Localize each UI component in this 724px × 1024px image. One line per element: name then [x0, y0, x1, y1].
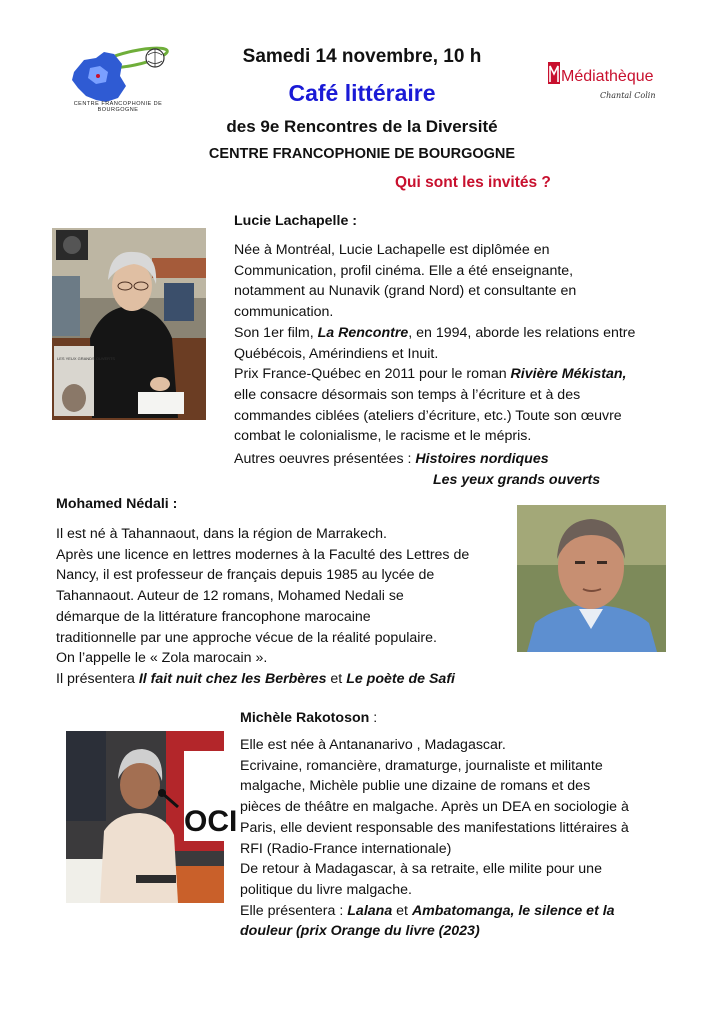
page-title: Café littéraire — [288, 80, 436, 106]
bio-line: commandes ciblées (ateliers d’écriture, etc.) Toute son œuvre — [234, 407, 622, 424]
bio-line: démarque de la littérature francophone marocaine — [56, 608, 371, 625]
bio-line: Elle est née à Antananarivo , Madagascar. — [240, 737, 506, 753]
bio-line: Québécois, Amérindiens et Inuit. — [234, 345, 439, 362]
bio-line: traditionnelle par une approche vécue de la réalité populaire. — [56, 629, 437, 646]
bio-line: On l’appelle le « Zola marocain ». — [56, 650, 268, 667]
mediatheque-logo-signature: Chantal Colin — [600, 91, 656, 100]
guest-name-nedali: Mohamed Nédali : — [56, 496, 178, 512]
bio-line: Elle présentera : Lalana et Ambatomanga, le silence et la — [240, 902, 615, 919]
subtitle-centre: CENTRE FRANCOPHONIE DE BOURGOGNE — [208, 146, 516, 162]
lachapelle-other-works: Autres oeuvres présentées : Histoires nordiques — [234, 451, 549, 467]
bio-line: Après une licence en lettres modernes à la Faculté des Lettres de — [56, 546, 470, 563]
work-title: Lalana — [347, 902, 393, 919]
film-title: La Rencontre — [317, 324, 409, 341]
bio-line: malgache, Michèle publie une dizaine de romans et des — [240, 778, 591, 795]
bio-line: pièces de théâtre en malgache. Après un DEA en sociologie à — [240, 799, 629, 816]
bio-line: politique du livre malgache. — [240, 881, 412, 898]
bio-line: Tahannaout. Auteur de 12 romans, Mohamed Nedali se — [56, 588, 404, 605]
bio-line: Ecrivaine, romancière, dramaturge, journaliste et militante — [240, 757, 603, 774]
novel-title: Rivière Mékistan, — [510, 366, 627, 383]
photo-book-title: LES YEUX GRANDS OUVERTS — [57, 356, 116, 361]
rakotoson-photo — [66, 731, 238, 903]
work-title: Il fait nuit chez les Berbères — [138, 670, 327, 687]
work-title: douleur (prix Orange du livre (2023) — [240, 923, 480, 940]
guest-name-lachapelle: Lucie Lachapelle : — [234, 213, 357, 229]
bio-line: Son 1er film, La Rencontre, en 1994, aborde les relations entre — [234, 324, 636, 341]
subtitle-rencontres: des 9e Rencontres de la Diversité — [226, 117, 498, 136]
lachapelle-bio — [234, 240, 674, 447]
rakotoson-bio — [240, 735, 680, 942]
work-title: Les yeux grands ouverts — [433, 472, 601, 488]
bio-line: communication. — [234, 304, 334, 321]
work-title: Ambatomanga, le silence et la — [411, 902, 615, 919]
bio-line: De retour à Madagascar, à sa retraite, elle milite pour une — [240, 861, 602, 878]
bio-line: elle consacre désormais son temps à l’écriture et à des — [234, 386, 581, 403]
work-title: Le poète de Safi — [346, 670, 455, 687]
work-title: Histoires nordiques — [415, 451, 549, 467]
nedali-photo — [517, 505, 666, 652]
mediatheque-logo-text: Médiathèque — [561, 68, 654, 85]
bio-line: Communication, profil cinéma. Elle a été enseignante, — [234, 262, 574, 279]
event-date: Samedi 14 novembre, 10 h — [242, 46, 482, 67]
nedali-bio — [56, 524, 514, 690]
guests-question: Qui sont les invités ? — [395, 174, 551, 191]
guest-name-rakotoson: Michèle Rakotoson : — [240, 710, 378, 726]
lachapelle-photo — [52, 228, 206, 420]
logo-left-caption: CENTRE FRANCOPHONIE DE BOURGOGNE — [73, 101, 163, 113]
bio-line: Nancy, il est professeur de français depuis 1985 au lycée de — [56, 567, 435, 584]
bio-line: Prix France-Québec en 2011 pour le roman Rivière Mékistan, — [234, 366, 627, 383]
bio-line: Née à Montréal, Lucie Lachapelle est diplômée en — [234, 242, 550, 258]
bio-line: RFI (Radio-France internationale) — [240, 840, 452, 857]
bio-line: notamment au Nunavik (grand Nord) et consultante en — [234, 283, 577, 300]
photo-banner-text: OCI — [184, 805, 238, 838]
bio-line: combat le colonialisme, le racisme et le mépris. — [234, 428, 532, 445]
bio-line: Paris, elle devient responsable des manifestations littéraires à — [240, 819, 629, 836]
bio-line: Il est né à Tahannaout, dans la région de Marrakech. — [56, 526, 387, 542]
bio-line: Il présentera Il fait nuit chez les Berbères et Le poète de Safi — [56, 670, 455, 687]
